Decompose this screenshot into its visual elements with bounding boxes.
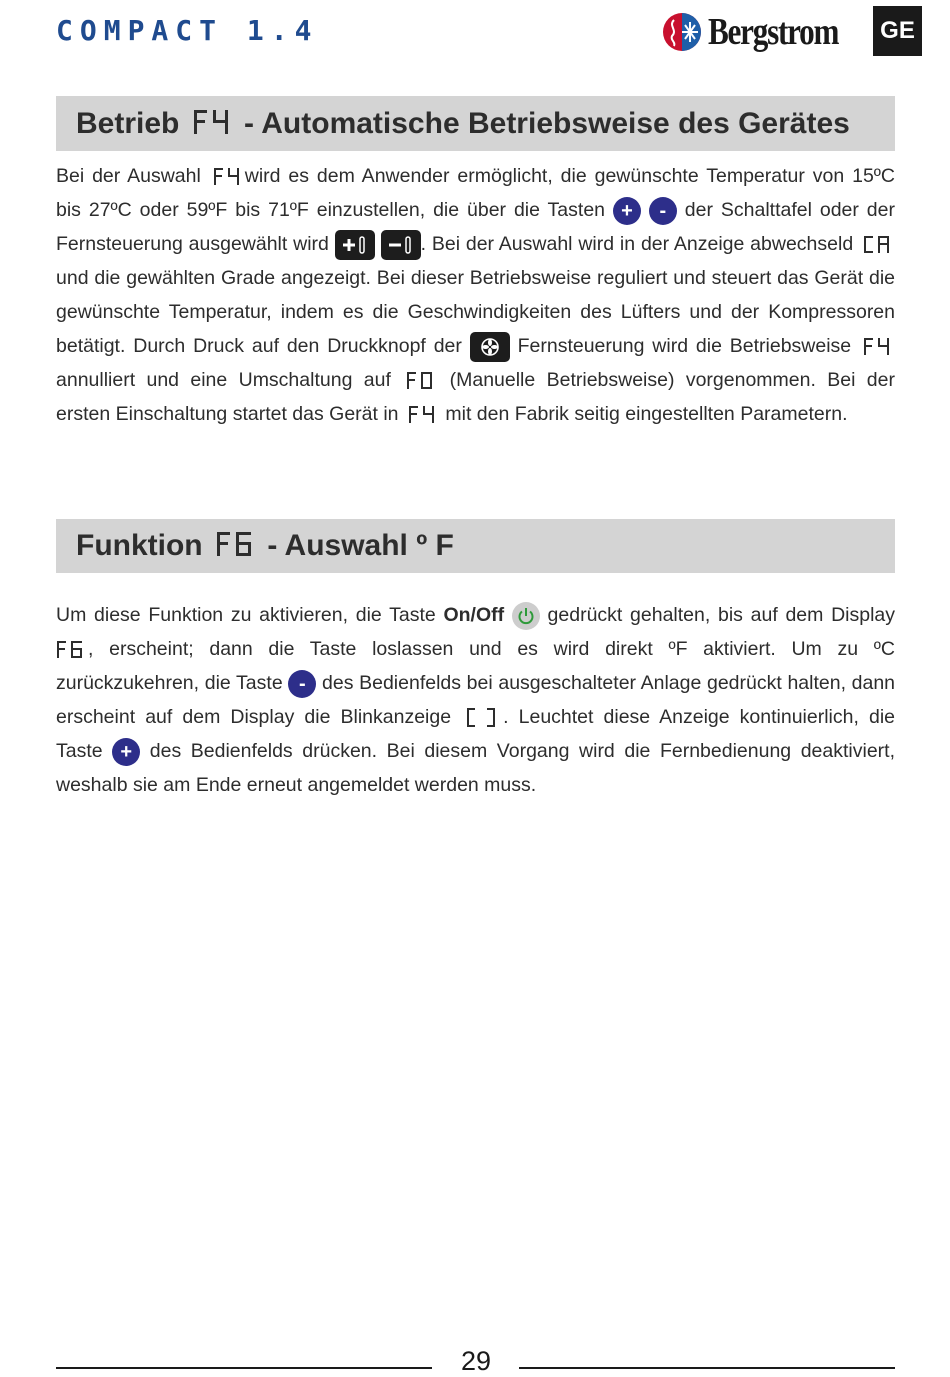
segment-code-f6-icon	[215, 530, 255, 558]
power-button-icon	[512, 602, 540, 630]
document-title: COMPACT 1.4	[56, 14, 319, 47]
heading-title: - Auswahl º F	[267, 529, 454, 562]
fan-button-icon	[470, 332, 510, 362]
language-badge: GE	[873, 6, 922, 56]
brand-logo	[662, 6, 867, 58]
remote-minus-temp-icon	[381, 230, 421, 260]
segment-code-f4-icon	[863, 337, 891, 357]
bergstrom-logo-icon	[662, 12, 702, 52]
brand-name: Bergstrom	[708, 11, 839, 53]
section-heading-f4	[56, 96, 895, 151]
segment-code-ca-icon	[863, 235, 891, 255]
heading-label: Betrieb	[76, 106, 180, 140]
plus-button-icon: +	[112, 738, 140, 766]
remote-plus-temp-icon	[335, 230, 375, 260]
plus-button-icon: +	[613, 197, 641, 225]
segment-code-f6-icon	[56, 640, 84, 660]
segment-code-f4-icon	[213, 167, 241, 187]
heading-title: - Automatische Betriebsweise des Gerätes	[244, 106, 850, 140]
segment-code-f4-icon	[408, 405, 436, 425]
segment-code-c-icon	[465, 707, 499, 729]
page-number: 29	[460, 1346, 492, 1376]
segment-code-f4-icon	[192, 108, 232, 136]
heading-label: Funktion	[76, 529, 203, 562]
footer-rule-right	[519, 1367, 895, 1369]
section-heading-text	[76, 529, 454, 563]
section2-paragraph: Um diese Funktion zu aktivieren, die Taste On/Off gedrückt gehalten, bis auf dem Display , erscheint; dann die Taste loslassen und es wird direkt ºF aktiviert. Um zu ºC zurückzukehren, die Taste - des Bedienfelds bei ausgeschalteter Anlage gedrückt halten, dann erscheint auf dem Display die Blinkanzeige . Leuchtet diese Anzeige kontinuierlich, die Taste + des Bedienfelds drücken. Bei diesem Vorgang wird die Fernbedienung deaktiviert, weshalb sie am Ende erneut angemeldet werden muss.	[56, 598, 895, 802]
minus-button-icon: -	[288, 670, 316, 698]
section1-paragraph: Bei der Auswahl wird es dem Anwender ermöglicht, die gewünschte Temperatur von 15ºC bis 27ºC oder 59ºF bis 71ºF einzustellen, die über die Tasten + - der Schalttafel oder der Fernsteuerung ausgewählt wird . Bei der Auswahl wird in der Anzeige abwechseld und die gewählten Grade angezeigt. Bei dieser Betriebsweise reguliert und steuert das Gerät die gewünschte Temperatur, indem es die Geschwindigkeiten des Lüfters und der Kompressoren betätigt. Durch Druck auf den Druckknopf der Fernsteuerung wird die Betriebsweise annulliert und eine Umschaltung auf (Manuelle Betriebsweise) vorgenommen. Bei der ersten Einschaltung startet das Gerät in mit den Fabrik seitig eingestellten Parametern.	[56, 165, 896, 425]
section-heading-f6	[56, 519, 895, 573]
footer-rule-left	[56, 1367, 432, 1369]
segment-code-f0-icon	[406, 371, 434, 391]
section-heading-text	[76, 107, 850, 141]
minus-button-icon: -	[649, 197, 677, 225]
onoff-label: On/Off	[443, 604, 505, 626]
